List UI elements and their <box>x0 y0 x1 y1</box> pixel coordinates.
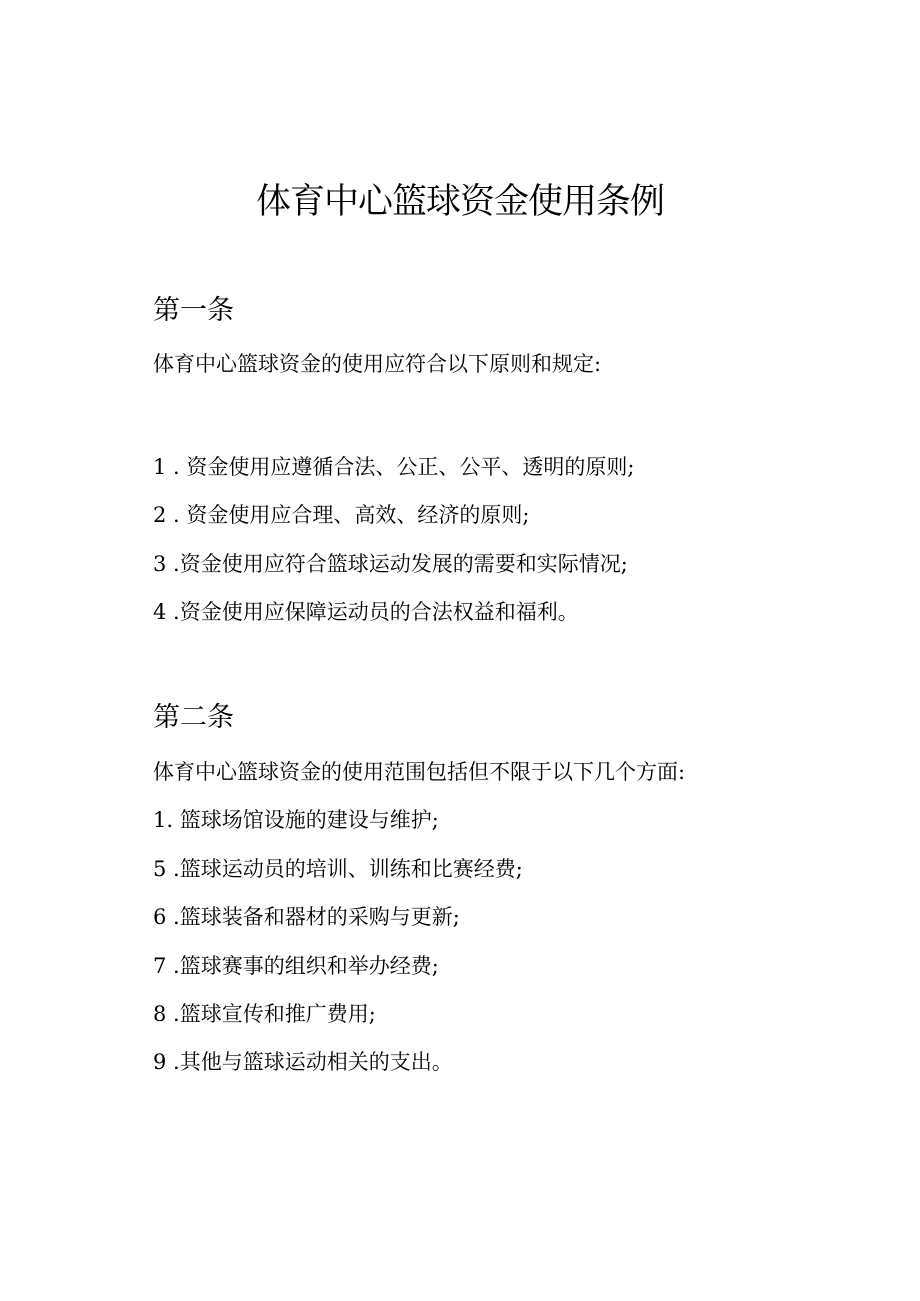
section-intro: 体育中心篮球资金的使用范围包括但不限于以下几个方面: <box>153 760 686 784</box>
list-item: 4 .资金使用应保障运动员的合法权益和福利。 <box>153 600 579 624</box>
document-title: 体育中心篮球资金使用条例 <box>255 182 664 222</box>
section-intro: 体育中心篮球资金的使用应符合以下原则和规定: <box>153 352 602 376</box>
list-item: 8 .篮球宣传和推广费用; <box>153 1002 376 1026</box>
list-item: 3 .资金使用应符合篮球运动发展的需要和实际情况; <box>153 552 628 576</box>
list-item: 2 . 资金使用应合理、高效、经济的原则; <box>153 503 530 527</box>
list-item: 1. 篮球场馆设施的建设与维护; <box>153 808 439 832</box>
list-item: 5 .篮球运动员的培训、训练和比赛经费; <box>153 857 523 881</box>
list-item: 7 .篮球赛事的组织和举办经费; <box>153 954 439 978</box>
section-heading: 第二条 <box>153 702 234 733</box>
list-item: 6 .篮球装备和器材的采购与更新; <box>153 905 460 929</box>
section-heading: 第一条 <box>153 295 234 326</box>
list-item: 1 . 资金使用应遵循合法、公正、公平、透明的原则; <box>153 455 635 479</box>
list-item: 9 .其他与篮球运动相关的支出。 <box>153 1050 453 1074</box>
